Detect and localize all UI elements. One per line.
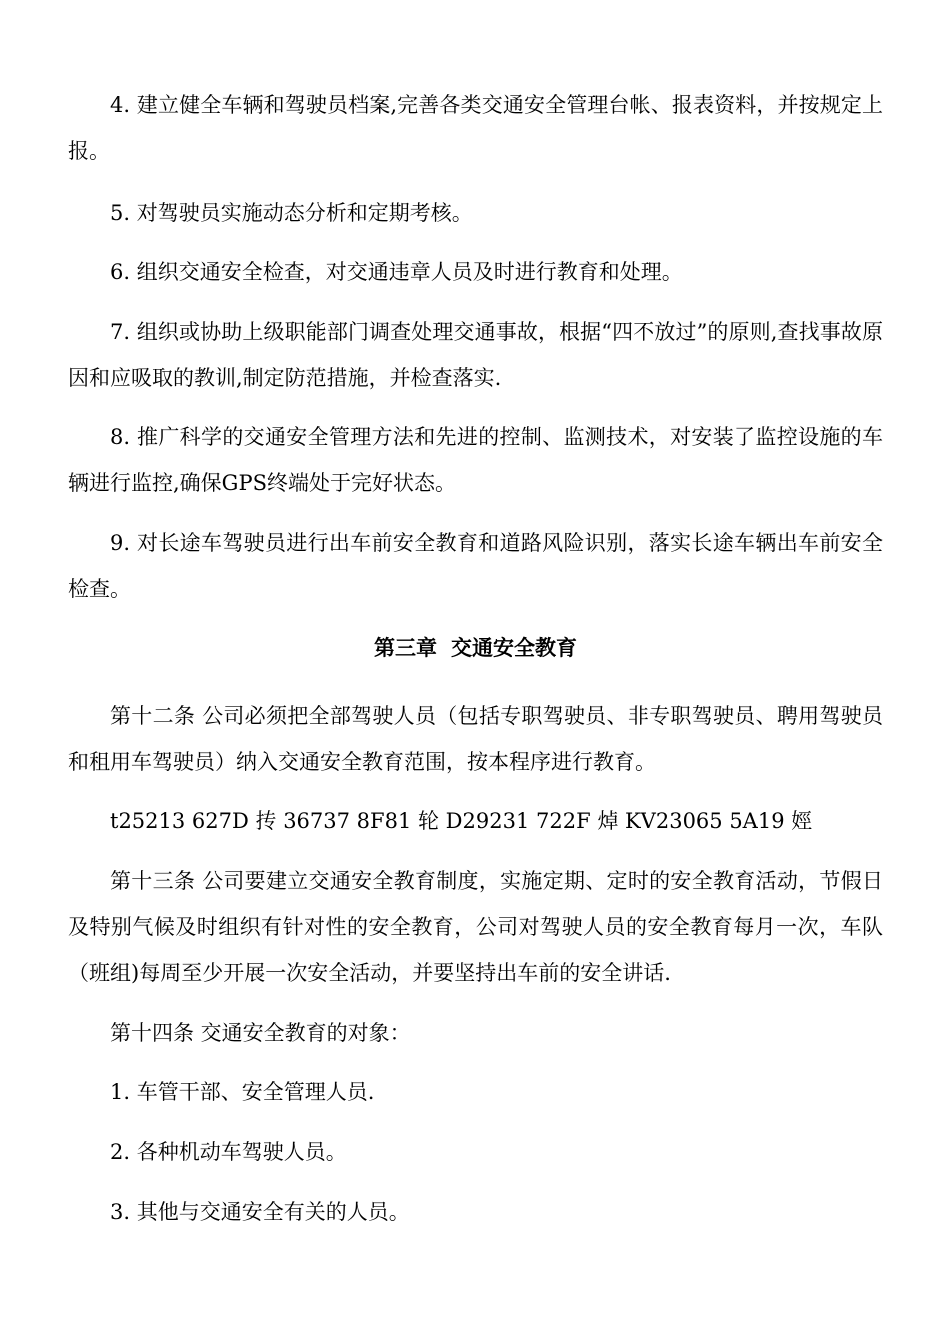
- chapter-number: 第三章: [374, 635, 437, 660]
- list-item-9: 9. 对长途车驾驶员进行出车前安全教育和道路风险识别，落实长途车辆出车前安全检查。: [68, 531, 883, 601]
- chapter-heading: [68, 625, 883, 671]
- list-item-6: 6. 组织交通安全检查，对交通违章人员及时进行教育和处理。: [110, 260, 683, 284]
- article-13: 第十三条 公司要建立交通安全教育制度，实施定期、定时的安全教育活动，节假日及特别气候及时组织有针对性的安全教育，公司对驾驶人员的安全教育每月一次，车队（班组)每周至少开展一次安全活动，并要坚持出车前的安全讲话.: [68, 869, 883, 985]
- target-item-2: 2. 各种机动车驾驶人员。: [110, 1140, 347, 1164]
- chapter-title: 交通安全教育: [451, 635, 577, 660]
- target-item-1: 1. 车管干部、安全管理人员.: [110, 1080, 375, 1104]
- target-item-3: 3. 其他与交通安全有关的人员。: [110, 1200, 410, 1224]
- list-item-8: 8. 推广科学的交通安全管理方法和先进的控制、监测技术，对安装了监控设施的车辆进行监控,确保GPS终端处于完好状态。: [68, 425, 883, 495]
- list-item-7: 7. 组织或协助上级职能部门调查处理交通事故，根据“四不放过”的原则,查找事故原因和应吸取的教训,制定防范措施，并检查落实.: [68, 320, 883, 390]
- article-14: 第十四条 交通安全教育的对象：: [110, 1021, 411, 1045]
- garbled-line: t25213 627D 抟 36737 8F81 轮 D29231 722F 焯 KV23065 5A19 娙: [110, 809, 813, 833]
- list-item-4: 4. 建立健全车辆和驾驶员档案,完善各类交通安全管理台帐、报表资料，并按规定上报。: [68, 93, 883, 163]
- article-12: 第十二条 公司必须把全部驾驶人员（包括专职驾驶员、非专职驾驶员、聘用驾驶员和租用车驾驶员）纳入交通安全教育范围，按本程序进行教育。: [68, 704, 883, 774]
- list-item-5: 5. 对驾驶员实施动态分析和定期考核。: [110, 201, 473, 225]
